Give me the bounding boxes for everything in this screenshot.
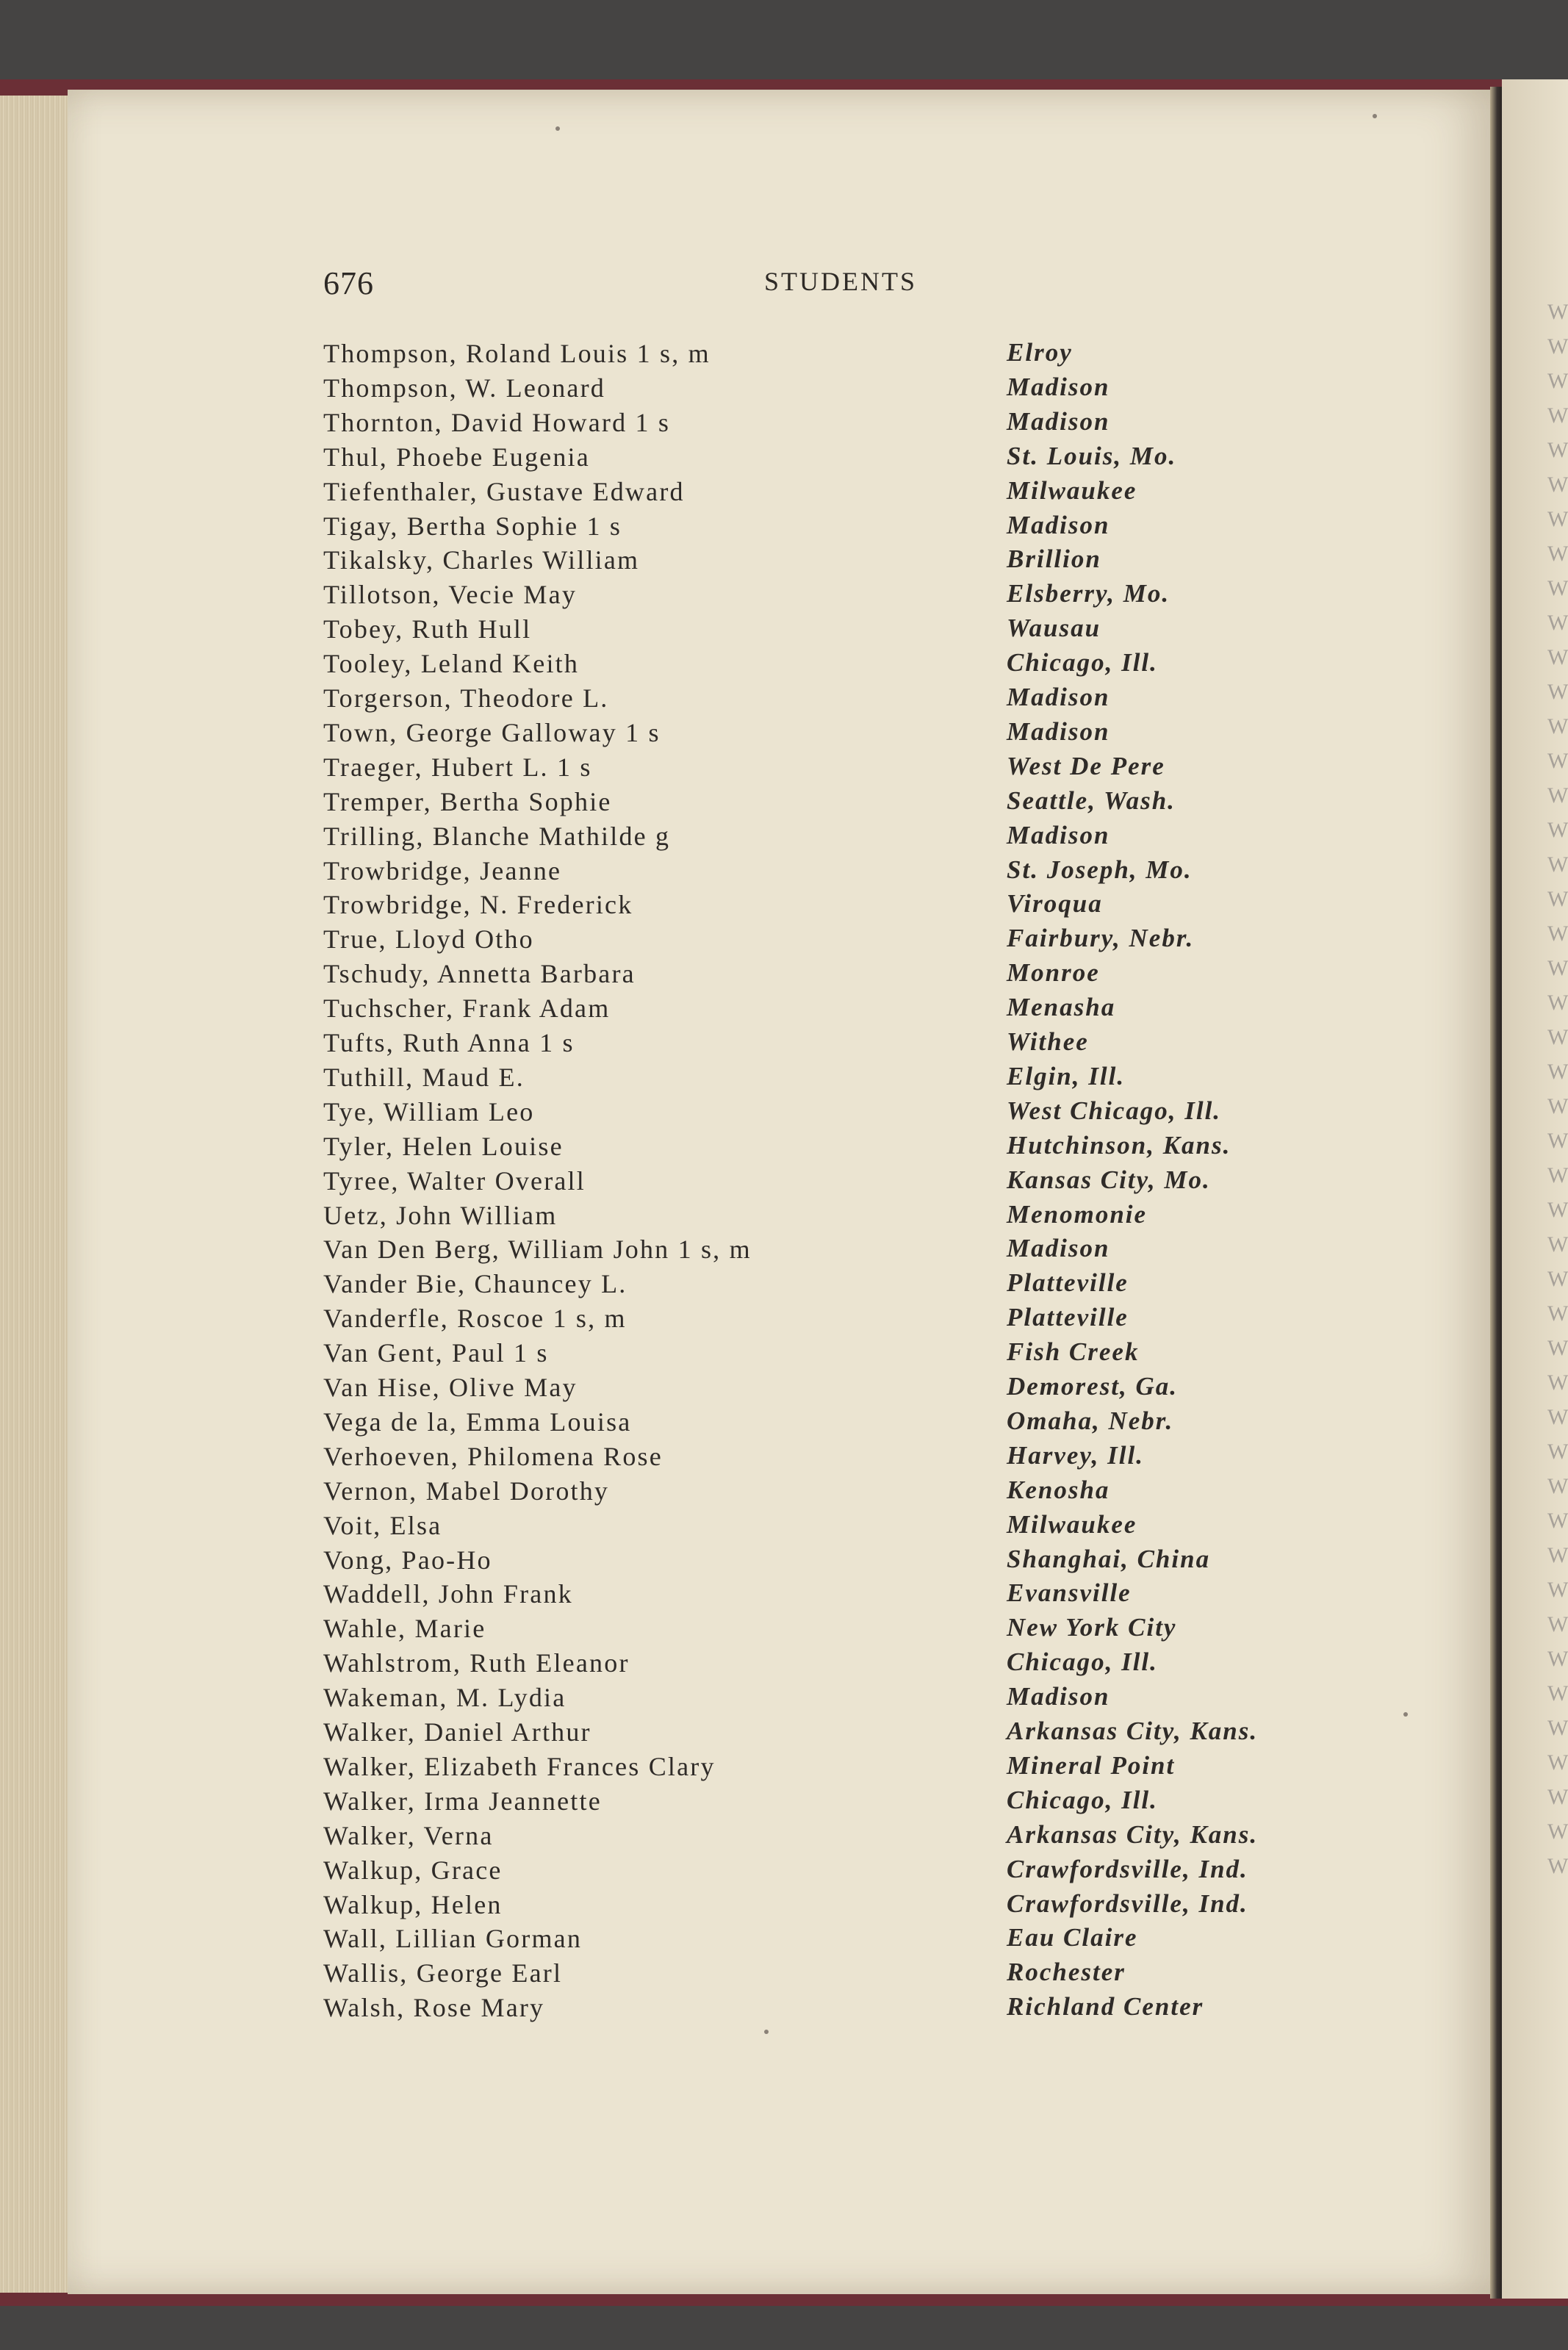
list-item bbox=[0, 1992, 1470, 2027]
student-name: Tuthill, Maud E. bbox=[323, 1063, 525, 1092]
list-item bbox=[0, 1476, 1470, 1510]
student-hometown: Kansas City, Mo. bbox=[1007, 1165, 1211, 1194]
student-name: Wallis, George Earl bbox=[323, 1958, 563, 1988]
list-item bbox=[0, 1337, 1470, 1372]
list-item bbox=[0, 752, 1470, 786]
list-item bbox=[0, 1923, 1470, 1958]
facing-page-glyph: W bbox=[1547, 991, 1568, 1015]
facing-page-glyph: W bbox=[1547, 1578, 1568, 1602]
list-item bbox=[0, 1751, 1470, 1786]
list-item bbox=[0, 545, 1470, 579]
student-name: Tigay, Bertha Sophie 1 s bbox=[323, 511, 622, 541]
list-item bbox=[0, 407, 1470, 442]
facing-page-glyph: W bbox=[1547, 403, 1568, 428]
student-name: Walkup, Grace bbox=[323, 1855, 503, 1885]
student-hometown: Madison bbox=[1007, 717, 1110, 746]
student-name: Trowbridge, N. Frederick bbox=[323, 890, 633, 919]
student-name: Wahle, Marie bbox=[323, 1614, 486, 1643]
list-item bbox=[0, 1165, 1470, 1200]
student-hometown: Milwaukee bbox=[1007, 476, 1137, 505]
student-name: Tschudy, Annetta Barbara bbox=[323, 959, 636, 988]
facing-page-glyph: W bbox=[1547, 369, 1568, 393]
speck bbox=[1373, 114, 1377, 118]
list-item bbox=[0, 1096, 1470, 1131]
student-hometown: Demorest, Ga. bbox=[1007, 1372, 1179, 1401]
facing-page-glyph: W bbox=[1547, 1474, 1568, 1498]
student-name: Thornton, David Howard 1 s bbox=[323, 408, 671, 437]
student-hometown: Eau Claire bbox=[1007, 1923, 1138, 1952]
student-hometown: Brillion bbox=[1007, 545, 1101, 573]
list-item bbox=[0, 821, 1470, 855]
student-name: Tremper, Bertha Sophie bbox=[323, 787, 612, 816]
list-item bbox=[0, 1234, 1470, 1268]
running-head: STUDENTS bbox=[764, 267, 918, 296]
facing-page-glyph: W bbox=[1547, 1647, 1568, 1671]
facing-page-edge bbox=[1502, 79, 1568, 2299]
facing-page-glyph: W bbox=[1547, 714, 1568, 739]
student-hometown: Madison bbox=[1007, 1682, 1110, 1711]
facing-page-glyph: W bbox=[1547, 438, 1568, 462]
list-item bbox=[0, 1441, 1470, 1476]
student-hometown: Menomonie bbox=[1007, 1200, 1148, 1229]
student-name: Walker, Verna bbox=[323, 1821, 494, 1850]
student-name: Waddell, John Frank bbox=[323, 1579, 573, 1609]
list-item bbox=[0, 338, 1470, 373]
student-name: Vega de la, Emma Louisa bbox=[323, 1407, 632, 1437]
facing-page-glyph: W bbox=[1547, 1785, 1568, 1809]
facing-page-glyph: W bbox=[1547, 1163, 1568, 1187]
facing-page-glyph: W bbox=[1547, 818, 1568, 842]
student-name: Walsh, Rose Mary bbox=[323, 1993, 545, 2022]
list-item bbox=[0, 1372, 1470, 1406]
list-item bbox=[0, 1406, 1470, 1441]
student-name: Uetz, John William bbox=[323, 1201, 558, 1230]
list-item bbox=[0, 683, 1470, 717]
student-name: Vong, Pao-Ho bbox=[323, 1545, 492, 1575]
facing-page-glyph: W bbox=[1547, 1301, 1568, 1326]
student-hometown: Richland Center bbox=[1007, 1992, 1204, 2021]
facing-page-glyph: W bbox=[1547, 783, 1568, 808]
facing-page-glyph: W bbox=[1547, 1750, 1568, 1775]
list-item bbox=[0, 1820, 1470, 1855]
student-name: Walkup, Helen bbox=[323, 1890, 503, 1919]
student-name: Tikalsky, Charles William bbox=[323, 545, 640, 575]
student-name: Verhoeven, Philomena Rose bbox=[323, 1442, 663, 1471]
student-name: Traeger, Hubert L. 1 s bbox=[323, 752, 592, 782]
student-hometown: Madison bbox=[1007, 683, 1110, 711]
speck bbox=[1403, 1712, 1408, 1717]
facing-page-glyph: W bbox=[1547, 1232, 1568, 1257]
student-hometown: Fish Creek bbox=[1007, 1337, 1140, 1366]
student-hometown: St. Louis, Mo. bbox=[1007, 442, 1177, 470]
facing-page-glyph: W bbox=[1547, 1025, 1568, 1049]
facing-page-glyph: W bbox=[1547, 1819, 1568, 1844]
facing-page-glyph: W bbox=[1547, 645, 1568, 669]
student-hometown: Hutchinson, Kans. bbox=[1007, 1131, 1231, 1160]
student-name: Vanderfle, Roscoe 1 s, m bbox=[323, 1304, 627, 1333]
list-item bbox=[0, 889, 1470, 924]
student-hometown: Menasha bbox=[1007, 993, 1116, 1021]
student-hometown: Seattle, Wash. bbox=[1007, 786, 1176, 815]
student-hometown: Fairbury, Nebr. bbox=[1007, 924, 1195, 952]
speck bbox=[555, 126, 560, 131]
student-hometown: Milwaukee bbox=[1007, 1510, 1137, 1539]
list-item bbox=[0, 1855, 1470, 1889]
facing-page-glyph: W bbox=[1547, 1129, 1568, 1153]
list-item bbox=[0, 717, 1470, 752]
facing-page-glyph: W bbox=[1547, 680, 1568, 704]
student-name: Vernon, Mabel Dorothy bbox=[323, 1476, 610, 1506]
student-hometown: Crawfordsville, Ind. bbox=[1007, 1889, 1248, 1918]
facing-page-glyph: W bbox=[1547, 1336, 1568, 1360]
student-hometown: Shanghai, China bbox=[1007, 1545, 1211, 1573]
student-hometown: West De Pere bbox=[1007, 752, 1165, 780]
student-name: Thompson, Roland Louis 1 s, m bbox=[323, 339, 711, 368]
facing-page-glyph: W bbox=[1547, 611, 1568, 635]
list-item bbox=[0, 1200, 1470, 1235]
list-item bbox=[0, 1613, 1470, 1647]
facing-page-glyph: W bbox=[1547, 956, 1568, 980]
facing-page-glyph: W bbox=[1547, 1060, 1568, 1084]
list-item bbox=[0, 1131, 1470, 1165]
student-hometown: St. Joseph, Mo. bbox=[1007, 855, 1193, 884]
student-hometown: New York City bbox=[1007, 1613, 1177, 1642]
student-name: Van Hise, Olive May bbox=[323, 1373, 578, 1402]
facing-page-glyph: W bbox=[1547, 507, 1568, 531]
list-item bbox=[0, 476, 1470, 511]
list-item bbox=[0, 1578, 1470, 1613]
list-item bbox=[0, 1510, 1470, 1545]
list-item bbox=[0, 1958, 1470, 1992]
student-hometown: Viroqua bbox=[1007, 889, 1103, 918]
facing-page-glyph: W bbox=[1547, 1543, 1568, 1567]
student-hometown: Platteville bbox=[1007, 1268, 1129, 1297]
student-name: Tuchscher, Frank Adam bbox=[323, 993, 611, 1023]
list-item bbox=[0, 442, 1470, 476]
student-name: Tye, William Leo bbox=[323, 1097, 535, 1127]
facing-page-glyph: W bbox=[1547, 1716, 1568, 1740]
facing-page-glyph: W bbox=[1547, 1094, 1568, 1118]
student-name: Wall, Lillian Gorman bbox=[323, 1924, 583, 1953]
list-item bbox=[0, 1717, 1470, 1751]
facing-page-glyph: W bbox=[1547, 1612, 1568, 1636]
list-item bbox=[0, 1786, 1470, 1820]
student-name: Tillotson, Vecie May bbox=[323, 580, 578, 609]
student-name: Trowbridge, Jeanne bbox=[323, 856, 562, 885]
list-item bbox=[0, 924, 1470, 958]
list-item bbox=[0, 1268, 1470, 1303]
student-name: Walker, Daniel Arthur bbox=[323, 1717, 591, 1747]
facing-page-glyph: W bbox=[1547, 300, 1568, 324]
facing-page-glyph: W bbox=[1547, 1440, 1568, 1464]
student-hometown: West Chicago, Ill. bbox=[1007, 1096, 1222, 1125]
student-name: Tobey, Ruth Hull bbox=[323, 614, 532, 644]
student-name: Thul, Phoebe Eugenia bbox=[323, 442, 590, 472]
student-hometown: Madison bbox=[1007, 373, 1110, 401]
list-item bbox=[0, 855, 1470, 890]
list-item bbox=[0, 1027, 1470, 1062]
list-item bbox=[0, 1682, 1470, 1717]
student-hometown: Kenosha bbox=[1007, 1476, 1110, 1504]
facing-page-glyph: W bbox=[1547, 749, 1568, 773]
facing-page-glyph: W bbox=[1547, 921, 1568, 946]
list-item bbox=[0, 1889, 1470, 1924]
facing-page-glyph: W bbox=[1547, 1267, 1568, 1291]
student-name: Town, George Galloway 1 s bbox=[323, 718, 661, 747]
student-hometown: Monroe bbox=[1007, 958, 1100, 987]
student-name: True, Lloyd Otho bbox=[323, 924, 534, 954]
student-name: Van Gent, Paul 1 s bbox=[323, 1338, 549, 1368]
list-item bbox=[0, 1647, 1470, 1682]
student-hometown: Madison bbox=[1007, 821, 1110, 849]
student-hometown: Rochester bbox=[1007, 1958, 1126, 1986]
student-name: Vander Bie, Chauncey L. bbox=[323, 1269, 627, 1298]
list-item bbox=[0, 648, 1470, 683]
facing-page-glyph: W bbox=[1547, 887, 1568, 911]
list-item bbox=[0, 958, 1470, 993]
student-hometown: Crawfordsville, Ind. bbox=[1007, 1855, 1248, 1883]
student-name: Walker, Elizabeth Frances Clary bbox=[323, 1752, 716, 1781]
facing-page-glyph: W bbox=[1547, 1854, 1568, 1878]
list-item bbox=[0, 1303, 1470, 1337]
student-name: Tyree, Walter Overall bbox=[323, 1166, 586, 1196]
list-item bbox=[0, 511, 1470, 545]
facing-page-glyph: W bbox=[1547, 542, 1568, 566]
list-item bbox=[0, 786, 1470, 821]
student-name: Voit, Elsa bbox=[323, 1511, 442, 1540]
student-hometown: Chicago, Ill. bbox=[1007, 648, 1158, 677]
facing-page-glyph: W bbox=[1547, 1198, 1568, 1222]
student-hometown: Arkansas City, Kans. bbox=[1007, 1717, 1259, 1745]
list-item bbox=[0, 1062, 1470, 1096]
book-gutter bbox=[1490, 87, 1502, 2299]
facing-page-glyph: W bbox=[1547, 334, 1568, 359]
student-hometown: Elroy bbox=[1007, 338, 1073, 367]
student-name: Tyler, Helen Louise bbox=[323, 1132, 564, 1161]
facing-page-glyph: W bbox=[1547, 852, 1568, 877]
student-hometown: Withee bbox=[1007, 1027, 1089, 1056]
student-hometown: Omaha, Nebr. bbox=[1007, 1406, 1174, 1435]
student-name: Wahlstrom, Ruth Eleanor bbox=[323, 1648, 630, 1678]
list-item bbox=[0, 373, 1470, 407]
facing-page-glyph: W bbox=[1547, 1509, 1568, 1533]
student-name: Tooley, Leland Keith bbox=[323, 649, 580, 678]
student-hometown: Platteville bbox=[1007, 1303, 1129, 1332]
list-item bbox=[0, 614, 1470, 648]
student-name: Wakeman, M. Lydia bbox=[323, 1683, 567, 1712]
speck bbox=[764, 2030, 769, 2034]
list-item bbox=[0, 579, 1470, 614]
student-hometown: Wausau bbox=[1007, 614, 1101, 642]
list-item bbox=[0, 1545, 1470, 1579]
student-hometown: Arkansas City, Kans. bbox=[1007, 1820, 1259, 1849]
facing-page-glyph: W bbox=[1547, 1370, 1568, 1395]
student-hometown: Mineral Point bbox=[1007, 1751, 1176, 1780]
facing-page-glyph: W bbox=[1547, 1405, 1568, 1429]
student-hometown: Elsberry, Mo. bbox=[1007, 579, 1170, 608]
student-hometown: Madison bbox=[1007, 1234, 1110, 1262]
student-hometown: Harvey, Ill. bbox=[1007, 1441, 1144, 1470]
student-hometown: Chicago, Ill. bbox=[1007, 1647, 1158, 1676]
student-hometown: Chicago, Ill. bbox=[1007, 1786, 1158, 1814]
facing-page-glyph: W bbox=[1547, 1681, 1568, 1706]
student-name: Thompson, W. Leonard bbox=[323, 373, 605, 403]
facing-page-glyph: W bbox=[1547, 576, 1568, 600]
list-item bbox=[0, 993, 1470, 1027]
student-hometown: Evansville bbox=[1007, 1578, 1132, 1607]
facing-page-glyph: W bbox=[1547, 472, 1568, 497]
student-name: Trilling, Blanche Mathilde g bbox=[323, 822, 671, 851]
student-name: Tiefenthaler, Gustave Edward bbox=[323, 477, 685, 506]
page-number: 676 bbox=[323, 265, 374, 301]
student-name: Van Den Berg, William John 1 s, m bbox=[323, 1235, 752, 1264]
student-name: Torgerson, Theodore L. bbox=[323, 683, 609, 713]
student-hometown: Madison bbox=[1007, 407, 1110, 436]
student-hometown: Elgin, Ill. bbox=[1007, 1062, 1126, 1090]
student-name: Tufts, Ruth Anna 1 s bbox=[323, 1028, 575, 1057]
student-name: Walker, Irma Jeannette bbox=[323, 1786, 602, 1816]
student-hometown: Madison bbox=[1007, 511, 1110, 539]
